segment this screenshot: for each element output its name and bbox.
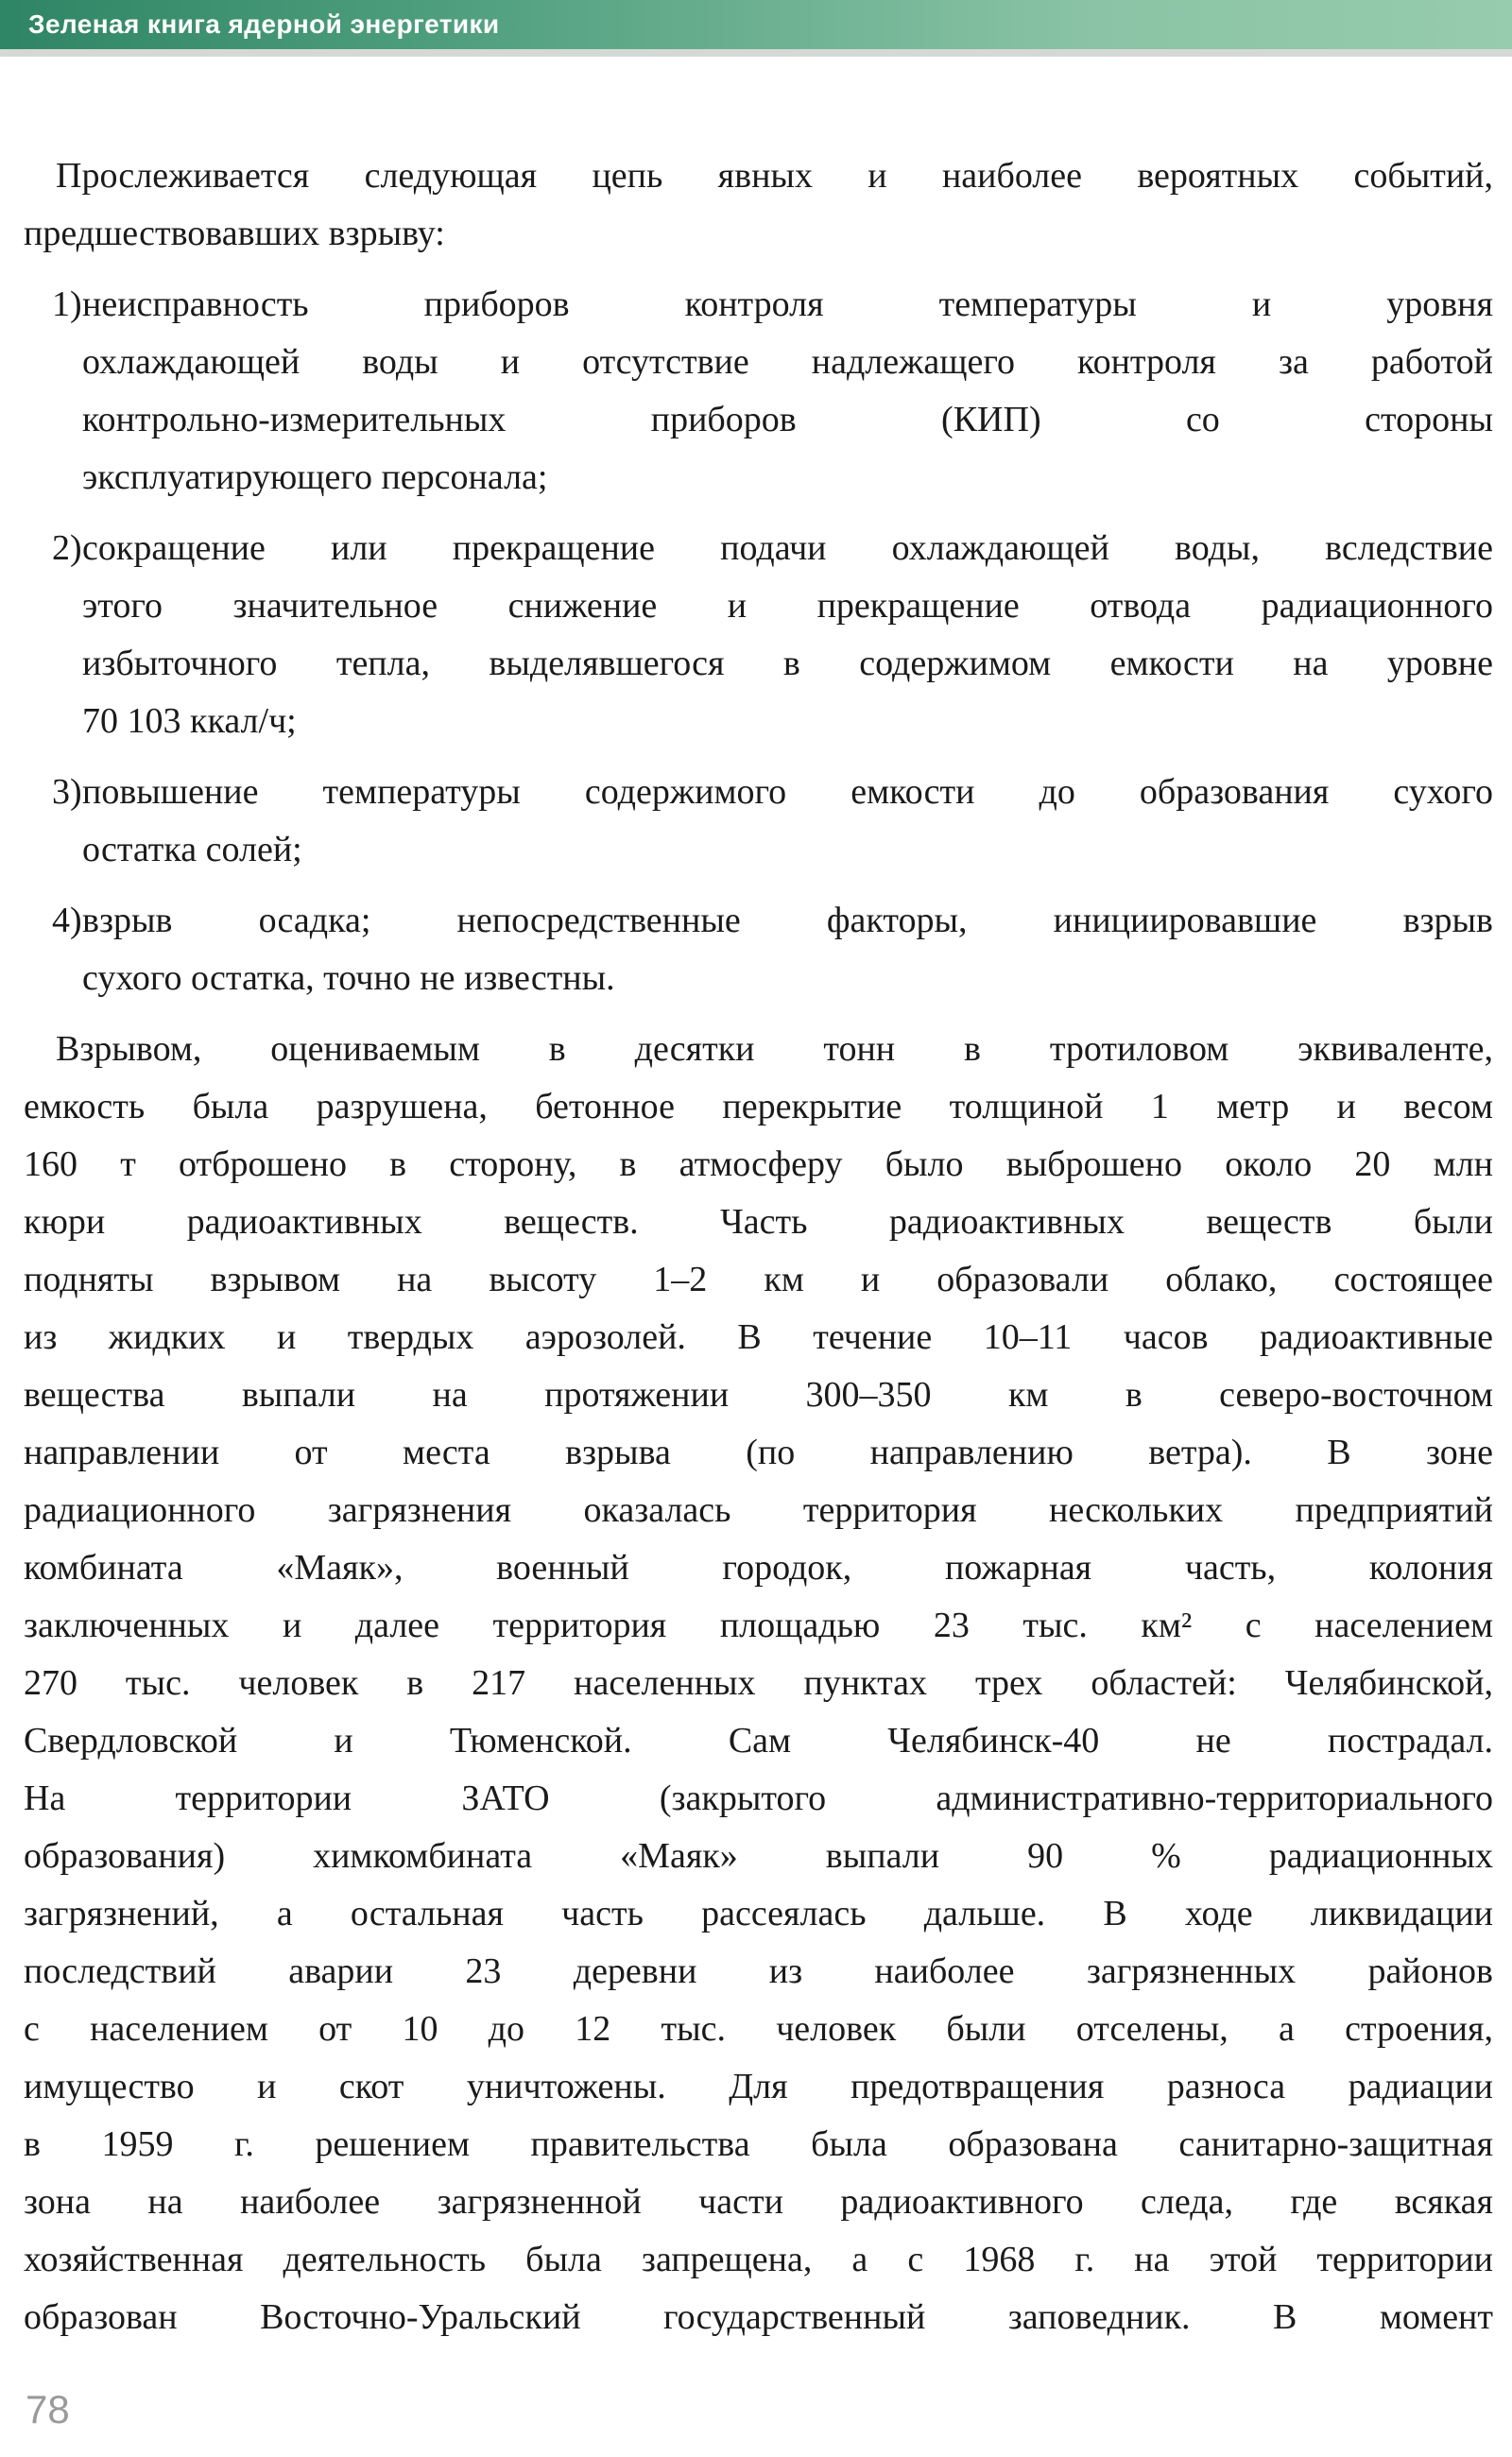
text-line: предшествовавших взрыву: [24,214,445,253]
header-bar [0,0,1512,49]
text-line: избыточного тепла, выделявшегося в содержимом емкости на уровне [82,644,1493,683]
text-line: направлении от места взрыва (по направлению ветра). В зоне [24,1433,1493,1472]
text-line: в 1959 г. решением правительства была образована санитарно-защитная [24,2124,1493,2164]
text-line: эксплуатирующего персонала; [82,457,548,497]
text-line: этого значительное снижение и прекращение отвода радиационного [82,586,1493,626]
text-line: На территории ЗАТО (закрытого административно-территориального [24,1778,1493,1818]
header-divider-strip [0,49,1512,57]
text-line: заключенных и далее территория площадью 23 тыс. км² с населением [24,1606,1493,1645]
text-line: остатка солей; [82,830,302,869]
text-line: Взрывом, оцениваемым в десятки тонн в тротиловом эквиваленте, [56,1029,1493,1069]
text-line: 160 т отброшено в сторону, в атмосферу было выброшено около 20 млн [24,1144,1493,1184]
list-marker: 3) [52,772,82,812]
text-line: взрыв осадка; непосредственные факторы, инициировавшие взрыв [82,901,1493,940]
text-line: образован Восточно-Уральский государственный заповедник. В момент [24,2297,1493,2337]
text-line: зона на наиболее загрязненной части радиоактивного следа, где всякая [24,2182,1493,2222]
paragraph [24,1021,1493,2346]
page-header-title: Зеленая книга ядерной энергетики [28,9,500,39]
text-line: загрязнений, а остальная часть рассеялась дальше. В ходе ликвидации [24,1894,1493,1933]
list-item [24,520,1493,750]
text-line: имущество и скот уничтожены. Для предотвращения разноса радиации [24,2067,1493,2106]
text-line: образования) химкомбината «Маяк» выпали 90 % радиационных [24,1836,1493,1876]
text-line: с населением от 10 до 12 тыс. человек были отселены, а строения, [24,2009,1493,2049]
text-line: последствий аварии 23 деревни из наиболее загрязненных районов [24,1951,1493,1991]
text-line: радиационного загрязнения оказалась территория нескольких предприятий [24,1490,1493,1530]
text-line: неисправность приборов контроля температуры и уровня [82,284,1493,324]
text-line: Прослеживается следующая цепь явных и наиболее вероятных событий, [56,156,1493,196]
text-line: сокращение или прекращение подачи охлаждающей воды, вследствие [82,528,1493,568]
list-marker: 1) [52,284,82,324]
text-line: Свердловской и Тюменской. Сам Челябинск-40 не пострадал. [24,1721,1493,1761]
text-line: комбината «Маяк», военный городок, пожарная часть, колония [24,1548,1493,1588]
text-line: емкость была разрушена, бетонное перекрытие толщиной 1 метр и весом [24,1087,1493,1126]
text-line: подняты взрывом на высоту 1–2 км и образовали облако, состоящее [24,1260,1493,1299]
text-line: вещества выпали на протяжении 300–350 км в северо-восточном [24,1375,1493,1415]
paragraph [24,147,1493,263]
text-line: из жидких и твердых аэрозолей. В течение 10–11 часов радиоактивные [24,1317,1493,1357]
text-line: 270 тыс. человек в 217 населенных пунктах трех областей: Челябинской, [24,1663,1493,1703]
list-marker: 4) [52,901,82,940]
page-number: 78 [26,2387,70,2431]
list-marker: 2) [52,528,82,568]
list-item [24,892,1493,1007]
list-item [24,764,1493,879]
page-content [24,147,1493,2346]
text-line: повышение температуры содержимого емкости до образования сухого [82,772,1493,812]
text-line: кюри радиоактивных веществ. Часть радиоактивных веществ были [24,1202,1493,1242]
text-line: хозяйственная деятельность была запрещена, а с 1968 г. на этой территории [24,2240,1493,2279]
text-line: охлаждающей воды и отсутствие надлежащего контроля за работой [82,342,1493,382]
list-item [24,276,1493,507]
text-line: 70 103 ккал/ч; [82,701,297,741]
text-line: сухого остатка, точно не известны. [82,958,615,998]
text-line: контрольно-измерительных приборов (КИП) со стороны [82,400,1493,439]
